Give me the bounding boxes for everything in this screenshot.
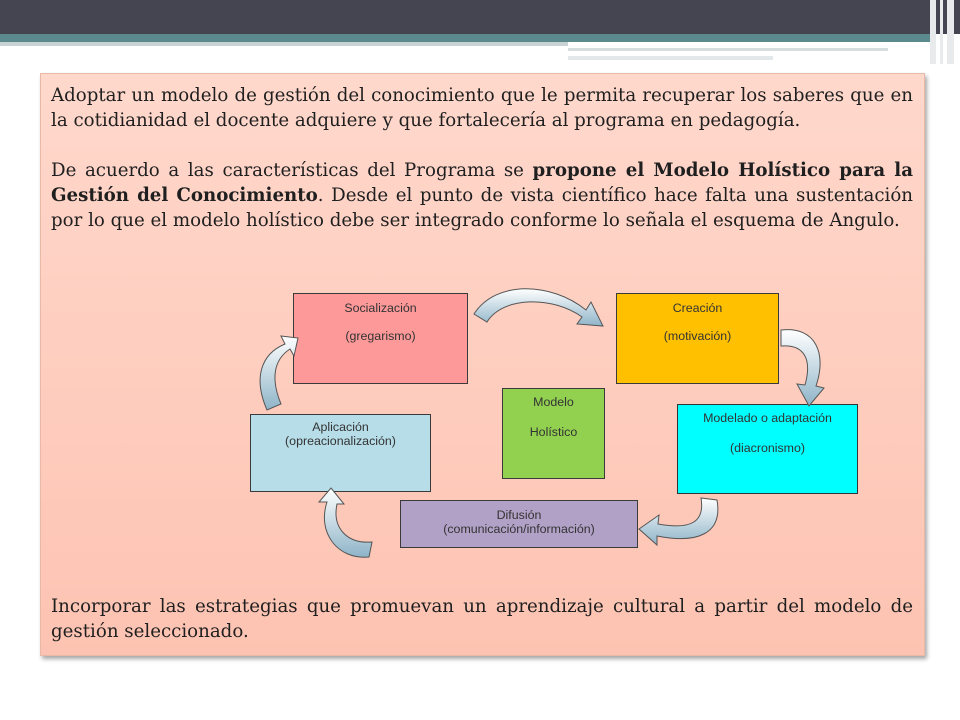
top-decorative-bar — [0, 0, 960, 34]
box-modelo-title: Modelo — [533, 395, 574, 409]
arrow-creacion-modelado — [781, 330, 824, 406]
box-difusion-title: Difusión — [496, 508, 542, 522]
teal-accent-line — [0, 34, 930, 42]
content-panel — [40, 73, 925, 656]
paragraph-proposal-end: . Desde el punto de vista científico hace falta una sustentación por lo que el modelo holístico debe ser integrado conforme lo señala el esquema de Angulo. — [51, 185, 914, 231]
accent-line-left — [0, 42, 568, 46]
paragraph-conclusion: Incorporar las estrategias que promuevan un aprendizaje cultural a partir del modelo de gestión seleccionado. — [51, 596, 913, 642]
box-aplicacion-title: Aplicación — [312, 420, 369, 434]
box-creacion — [616, 293, 779, 384]
accent-line-right-upper — [568, 48, 888, 51]
accent-line-right-lower — [568, 56, 773, 60]
box-modelado — [677, 404, 858, 494]
paragraph-intro: Adoptar un modelo de gestión del conocimiento que le permita recuperar los saberes que en la cotidianidad el docente adquiere y que fortalecería al programa en pedagogía. — [51, 85, 913, 131]
box-difusion-sub: (comunicación/información) — [443, 522, 595, 536]
box-socializacion-sub: (gregarismo) — [345, 329, 416, 343]
box-socializacion — [293, 293, 468, 384]
box-aplicacion — [250, 414, 431, 492]
box-creacion-title: Creación — [672, 301, 723, 315]
box-modelado-title: Modelado o adaptación — [703, 411, 832, 425]
arrow-socializacion-creacion — [474, 289, 603, 326]
corner-strips — [926, 0, 960, 64]
box-socializacion-title: Socialización — [344, 301, 417, 315]
box-aplicacion-sub: (opreacionalización) — [285, 434, 396, 448]
paragraph-proposal — [51, 158, 913, 233]
box-modelo-holistico — [502, 388, 605, 479]
box-modelo-sub: Holístico — [529, 425, 578, 439]
paragraph-proposal-start: De acuerdo a las características del Programa se — [51, 160, 533, 181]
arrow-difusion-aplicacion — [319, 488, 372, 557]
paragraph-proposal-bold: propone el Modelo Holístico para la Gestión del Conocimiento — [51, 160, 913, 206]
box-difusion — [400, 500, 638, 548]
box-creacion-sub: (motivación) — [663, 329, 732, 343]
arrow-modelado-difusion — [639, 498, 718, 545]
box-modelado-sub: (diacronismo) — [729, 441, 806, 455]
